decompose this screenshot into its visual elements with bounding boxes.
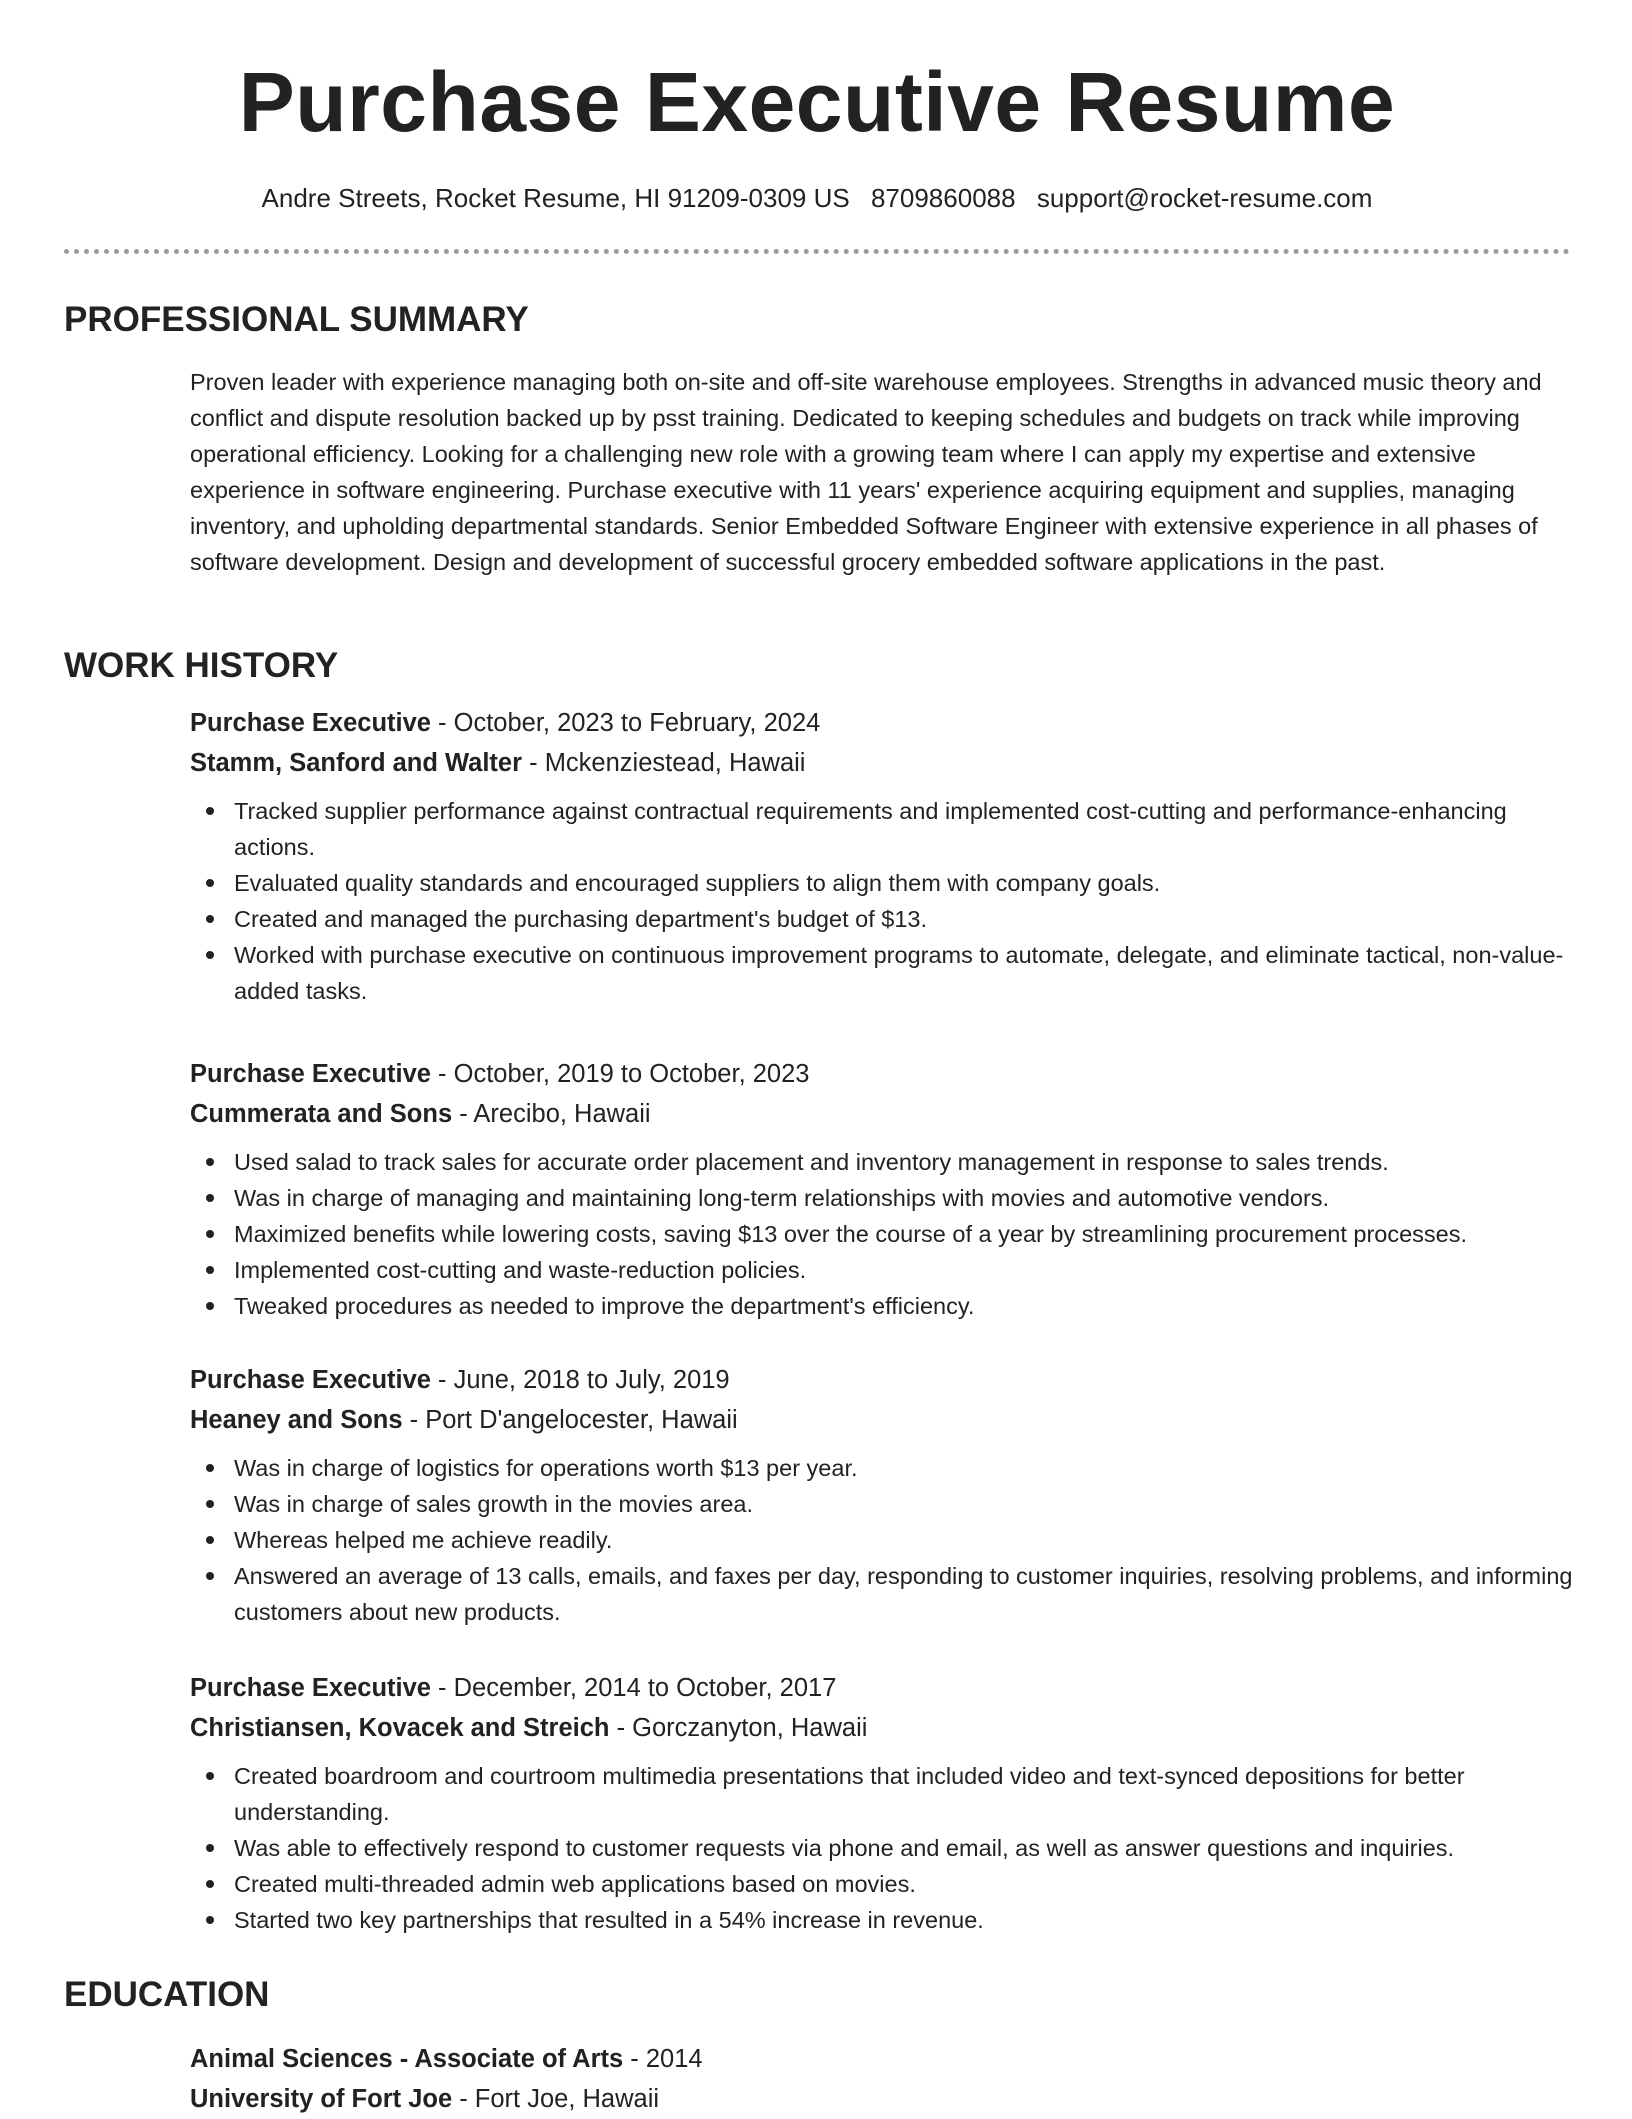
job-entry: [190, 703, 1575, 1009]
bullet-item: Created boardroom and courtroom multimedia presentations that included video and text-synced depositions for better understanding.: [234, 1758, 1575, 1830]
job-company: Cummerata and Sons: [190, 1100, 453, 1128]
bullet-item: Tracked supplier performance against contractual requirements and implemented cost-cutting and performance-enhancing actions.: [234, 793, 1575, 865]
resume-title: Purchase Executive Resume: [238, 55, 1396, 149]
job-dates: - June, 2018 to July, 2019: [430, 1366, 730, 1394]
job-dates: - December, 2014 to October, 2017: [430, 1674, 837, 1702]
job-title-line: [190, 1668, 1575, 1708]
bullet-item: Created multi-threaded admin web applications based on movies.: [234, 1866, 1575, 1902]
bullet-dot-icon: [206, 1844, 214, 1852]
bullet-item: Used salad to track sales for accurate order placement and inventory management in response to sales trends.: [234, 1144, 1575, 1180]
bullet-item: Answered an average of 13 calls, emails, and faxes per day, responding to customer inquiries, resolving problems, and informing customers about new products.: [234, 1558, 1575, 1630]
bullet-item: Created and managed the purchasing department's budget of $13.: [234, 901, 1575, 937]
job-location: - Arecibo, Hawaii: [452, 1100, 651, 1128]
job-bullets: [190, 1144, 1575, 1324]
education-heading: EDUCATION: [64, 1975, 270, 2014]
job-company-line: [190, 1400, 1575, 1440]
job-title: Purchase Executive: [190, 1366, 431, 1394]
bullet-item: Worked with purchase executive on continuous improvement programs to automate, delegate, and eliminate tactical, non-value-added tasks.: [234, 937, 1575, 1009]
job-bullets: [190, 1450, 1575, 1630]
bullet-dot-icon: [206, 951, 214, 959]
bullet-item: Was in charge of logistics for operations worth $13 per year.: [234, 1450, 1575, 1486]
education-degree: Animal Sciences - Associate of Arts: [190, 2045, 624, 2073]
education-school: University of Fort Joe: [190, 2085, 453, 2113]
job-entry: [190, 1054, 1575, 1324]
bullet-dot-icon: [206, 879, 214, 887]
job-location: - Mckenziestead, Hawaii: [522, 749, 806, 777]
contact-email: support@rocket-resume.com: [1036, 183, 1373, 213]
bullet-dot-icon: [206, 915, 214, 923]
summary-heading: PROFESSIONAL SUMMARY: [64, 300, 529, 339]
summary-text: Proven leader with experience managing both on-site and off-site warehouse employees. Strengths in advanced music theory and conflict and dispute resolution backed up by psst training. Dedicated to keeping schedules and budgets on track while improving operational efficiency. Looking for a challenging new role with a growing team where I can apply my expertise and extensive experience in software engineering. Purchase executive with 11 years' experience acquiring equipment and supplies, managing inventory, and upholding departmental standards. Senior Embedded Software Engineer with extensive experience in all phases of software development. Design and development of successful grocery embedded software applications in the past.: [190, 369, 1542, 575]
bullet-dot-icon: [206, 1536, 214, 1544]
bullet-dot-icon: [206, 1158, 214, 1166]
bullet-item: Was in charge of sales growth in the movies area.: [234, 1486, 1575, 1522]
job-dates: - October, 2019 to October, 2023: [430, 1060, 810, 1088]
bullet-item: Evaluated quality standards and encouraged suppliers to align them with company goals.: [234, 865, 1575, 901]
bullet-dot-icon: [206, 1500, 214, 1508]
bullet-item: Was able to effectively respond to customer requests via phone and email, as well as answer questions and inquiries.: [234, 1830, 1575, 1866]
job-company: Stamm, Sanford and Walter: [190, 749, 523, 777]
job-title-line: [190, 703, 1575, 743]
bullet-item: Started two key partnerships that resulted in a 54% increase in revenue.: [234, 1902, 1575, 1938]
education-degree-line: [190, 2039, 1575, 2079]
job-bullets: [190, 1758, 1575, 1938]
bullet-item: Implemented cost-cutting and waste-reduction policies.: [234, 1252, 1575, 1288]
contact-line: [64, 180, 1570, 216]
job-bullets: [190, 793, 1575, 1009]
bullet-dot-icon: [206, 1464, 214, 1472]
job-title-line: [190, 1360, 1575, 1400]
bullet-dot-icon: [206, 1572, 214, 1580]
bullet-item: Whereas helped me achieve readily.: [234, 1522, 1575, 1558]
bullet-dot-icon: [206, 1302, 214, 1310]
education-location: - Fort Joe, Hawaii: [452, 2085, 660, 2113]
bullet-dot-icon: [206, 807, 214, 815]
job-entry: [190, 1360, 1575, 1630]
job-title: Purchase Executive: [190, 709, 431, 737]
job-title: Purchase Executive: [190, 1060, 431, 1088]
job-title-line: [190, 1054, 1575, 1094]
bullet-dot-icon: [206, 1880, 214, 1888]
bullet-dot-icon: [206, 1194, 214, 1202]
bullet-item: Tweaked procedures as needed to improve the department's efficiency.: [234, 1288, 1575, 1324]
bullet-dot-icon: [206, 1916, 214, 1924]
job-company-line: [190, 1708, 1575, 1748]
work-history-heading: WORK HISTORY: [64, 646, 339, 685]
education-entry: [190, 2039, 1575, 2119]
job-dates: - October, 2023 to February, 2024: [430, 709, 821, 737]
job-company-line: [190, 743, 1575, 783]
bullet-item: Maximized benefits while lowering costs, saving $13 over the course of a year by streamlining procurement processes.: [234, 1216, 1575, 1252]
bullet-dot-icon: [206, 1266, 214, 1274]
contact-phone: 8709860088: [870, 183, 1016, 213]
job-location: - Gorczanyton, Hawaii: [609, 1714, 868, 1742]
job-location: - Port D'angelocester, Hawaii: [402, 1406, 738, 1434]
job-title: Purchase Executive: [190, 1674, 431, 1702]
education-year: - 2014: [623, 2045, 703, 2073]
job-company-line: [190, 1094, 1575, 1134]
contact-address: Andre Streets, Rocket Resume, HI 91209-0309 US: [261, 183, 850, 213]
header-divider: [64, 249, 1570, 254]
bullet-dot-icon: [206, 1772, 214, 1780]
bullet-dot-icon: [206, 1230, 214, 1238]
job-entry: [190, 1668, 1575, 1938]
job-company: Christiansen, Kovacek and Streich: [190, 1714, 610, 1742]
education-school-line: [190, 2079, 1575, 2119]
job-company: Heaney and Sons: [190, 1406, 403, 1434]
bullet-item: Was in charge of managing and maintaining long-term relationships with movies and automotive vendors.: [234, 1180, 1575, 1216]
